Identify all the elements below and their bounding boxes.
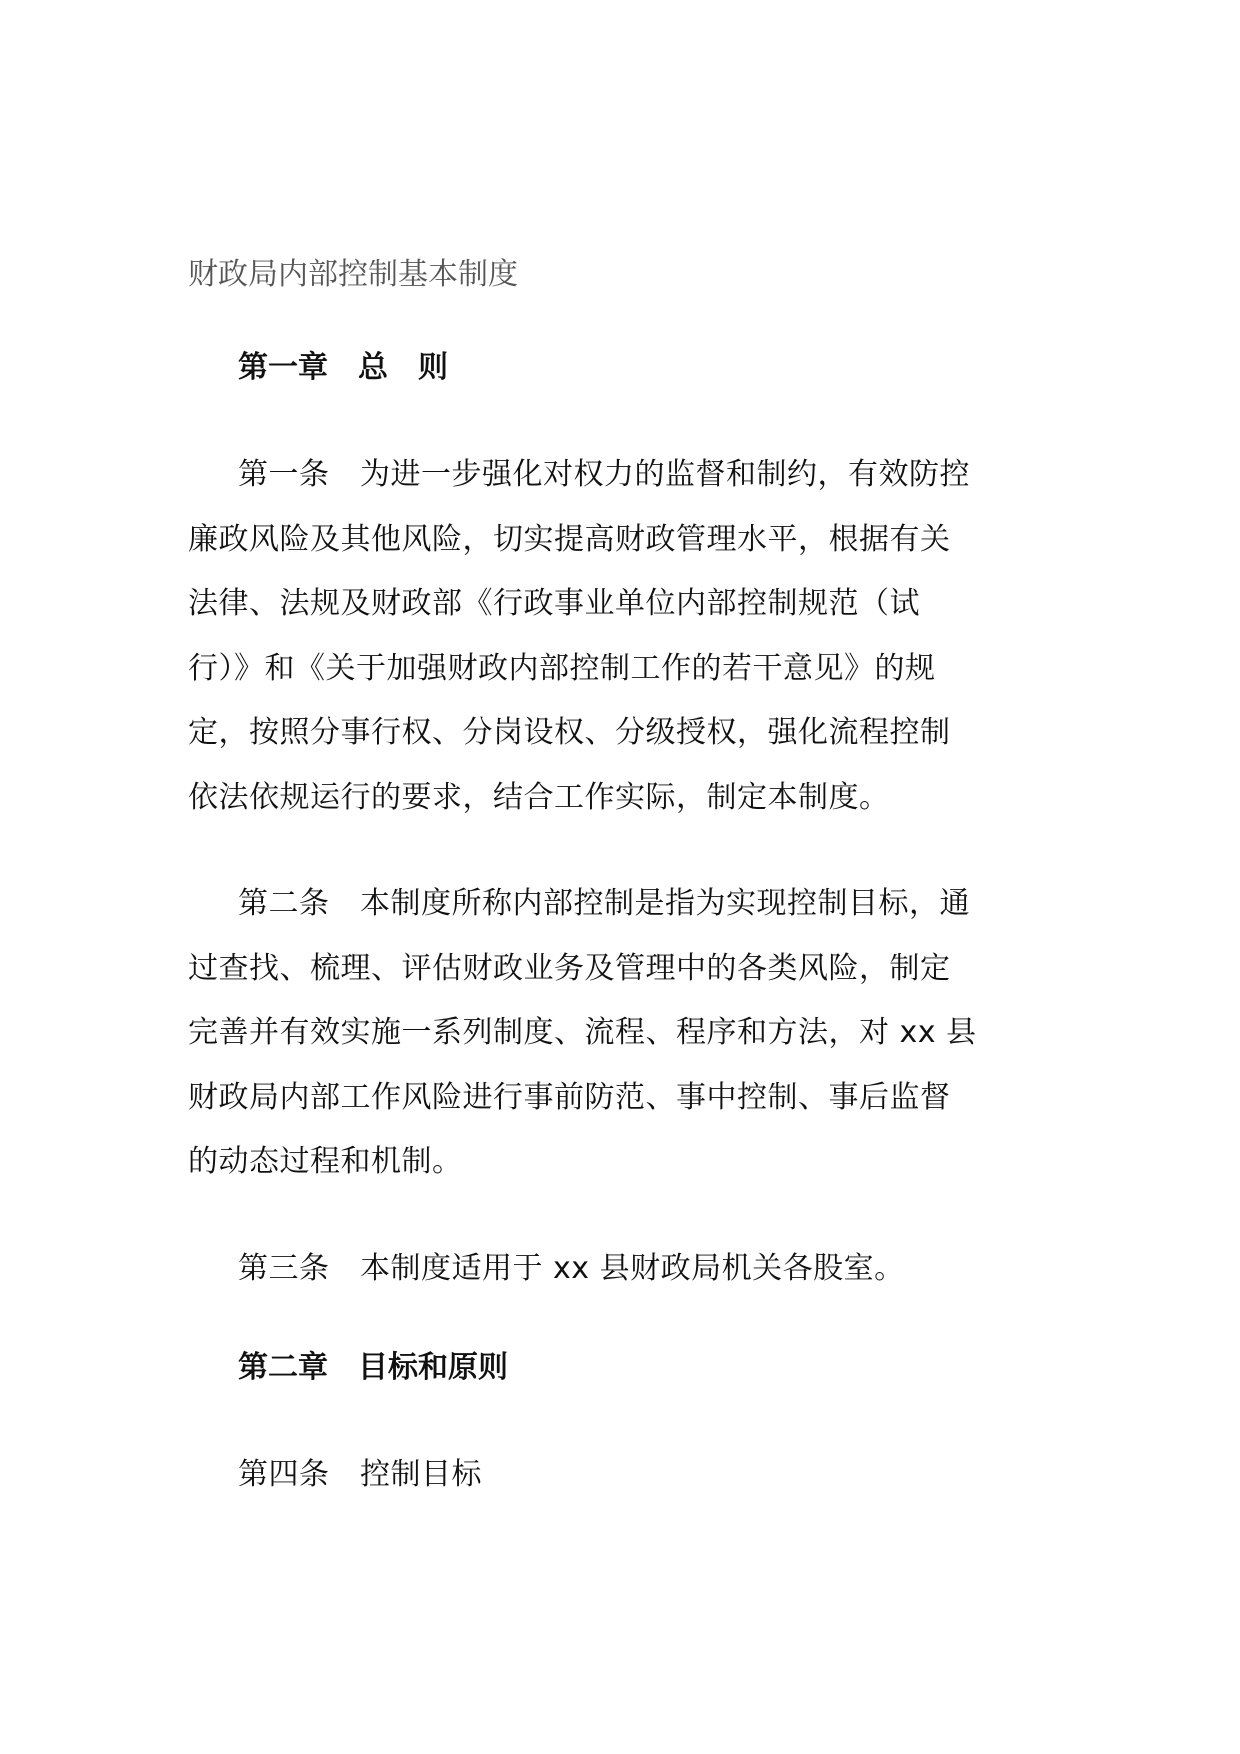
article-1-line: 法律、法规及财政部《行政事业单位内部控制规范（试 xyxy=(188,586,920,621)
article-2 xyxy=(188,872,1058,1195)
chapter-heading-2: 第二章 目标和原则 xyxy=(238,1350,508,1385)
article-2-line: 完善并有效实施一系列制度、流程、程序和方法，对 xx 县 xyxy=(188,1015,977,1050)
article-1 xyxy=(188,443,1058,830)
document-body xyxy=(188,250,1058,1550)
article-2-line: 过查找、梳理、评估财政业务及管理中的各类风险，制定 xyxy=(188,950,951,986)
article-3 xyxy=(188,1237,1058,1302)
article-3-line: 第三条 本制度适用于 xx 县财政局机关各股室。 xyxy=(238,1250,905,1286)
article-4-line: 第四条 控制目标 xyxy=(238,1457,482,1492)
document-title: 财政局内部控制基本制度 xyxy=(188,257,518,292)
article-2-line: 财政局内部工作风险进行事前防范、事中控制、事后监督 xyxy=(188,1079,951,1115)
article-1-line: 第一条 为进一步强化对权力的监督和制约，有效防控 xyxy=(238,457,970,492)
article-1-line: 廉政风险及其他风险，切实提高财政管理水平，根据有关 xyxy=(188,521,951,557)
article-2-line: 的动态过程和机制。 xyxy=(188,1144,463,1179)
article-1-line: 定，按照分事行权、分岗设权、分级授权，强化流程控制 xyxy=(188,715,951,750)
chapter-heading-1: 第一章 总 则 xyxy=(238,350,448,385)
article-4 xyxy=(188,1443,1058,1508)
article-1-line: 依法依规运行的要求，结合工作实际，制定本制度。 xyxy=(188,779,890,815)
article-1-line: 行）》和《关于加强财政内部控制工作的若干意见》的规 xyxy=(188,650,936,686)
article-2-line: 第二条 本制度所称内部控制是指为实现控制目标，通 xyxy=(238,886,970,921)
